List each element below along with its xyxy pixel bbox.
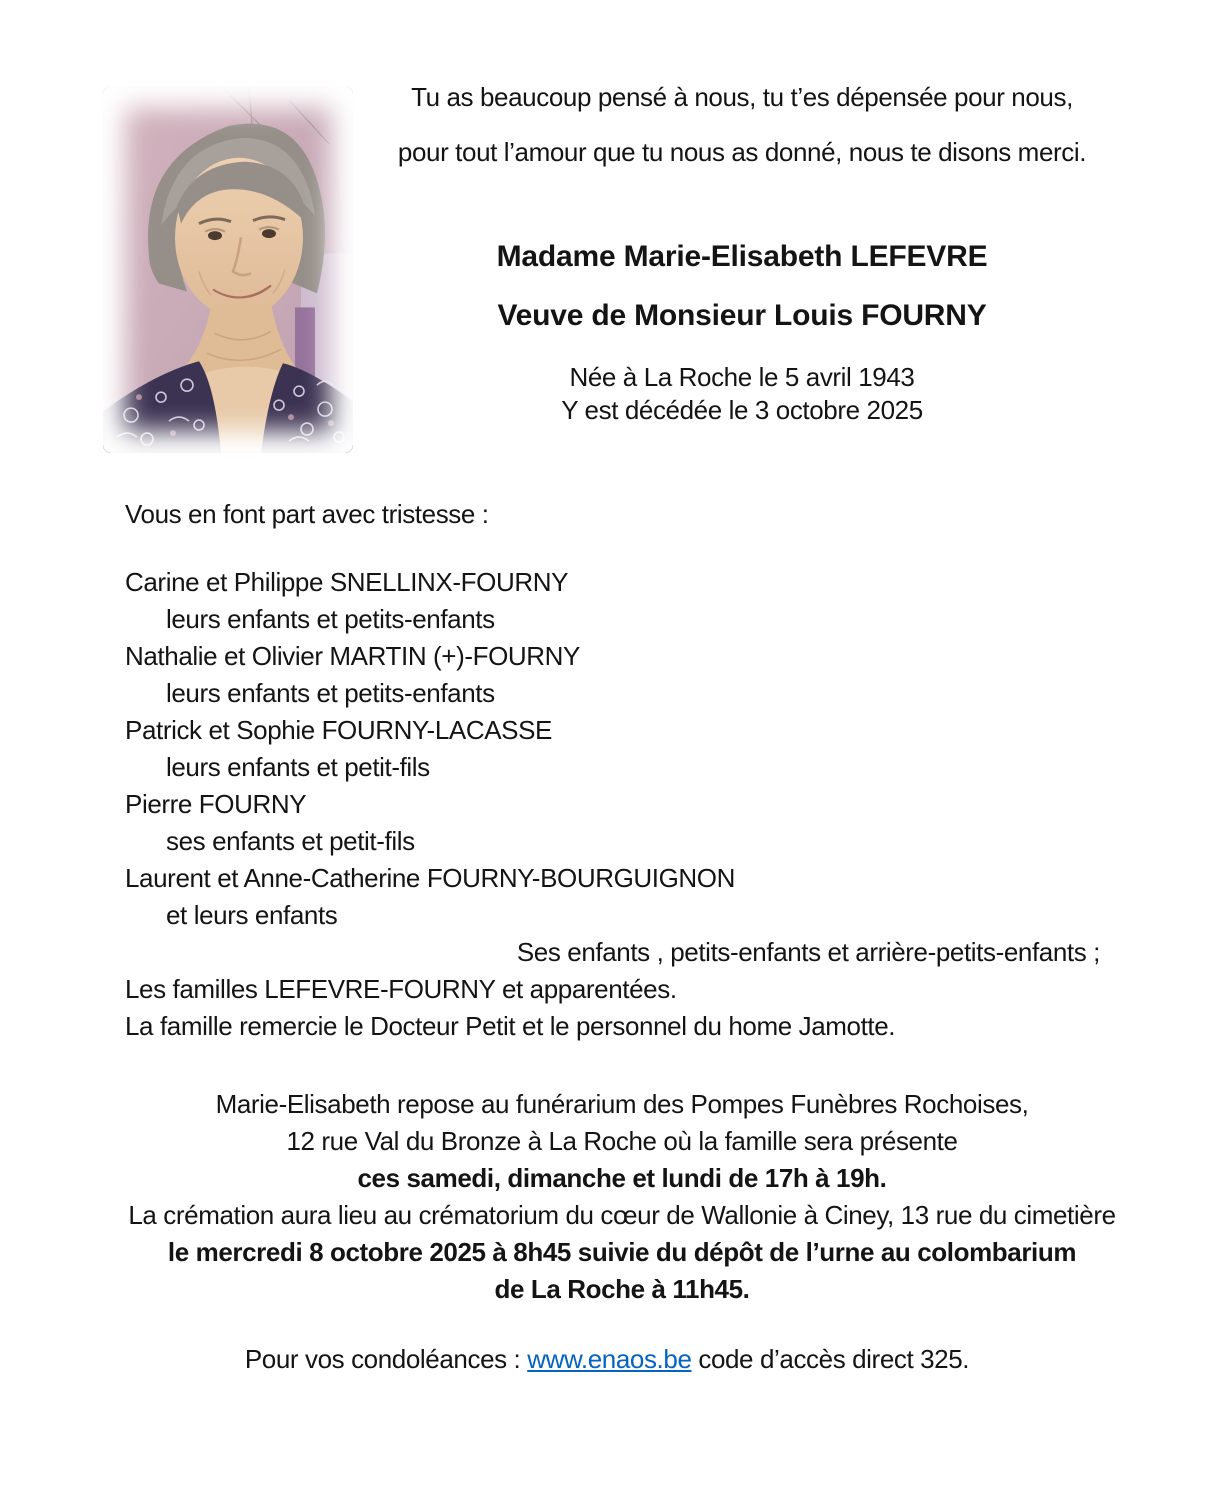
memorial-quote-line-1: Tu as beaucoup pensé à nous, tu t’es dépensée pour nous, (411, 82, 1073, 112)
condolences-prefix: Pour vos condoléances : (244, 1344, 528, 1374)
family-name-line: Carine et Philippe SNELLINX-FOURNY (125, 567, 569, 597)
memorial-quote-line-2: pour tout l’amour que tu nous as donné, nous te disons merci. (397, 137, 1087, 167)
enaos-link[interactable]: www.enaos.be (527, 1344, 692, 1374)
descendants-line: Ses enfants , petits-enfants et arrière-petits-enfants ; (516, 937, 1100, 967)
ceremony-line-cremation: La crémation aura lieu au crématorium du cœur de Wallonie à Ciney, 13 rue du cimetière (128, 1200, 1116, 1230)
family-sub-line: leurs enfants et petits-enfants (166, 604, 495, 634)
birth-line: Née à La Roche le 5 avril 1943 (569, 362, 915, 392)
ceremony-line-columbarium-time: de La Roche à 11h45. (494, 1274, 750, 1304)
thanks-line: La famille remercie le Docteur Petit et le personnel du home Jamotte. (125, 1011, 896, 1041)
death-line: Y est décédée le 3 octobre 2025 (561, 395, 923, 425)
condolences-suffix: code d’accès direct 325. (691, 1344, 970, 1374)
ceremony-line-funerarium: Marie-Elisabeth repose au funérarium des Pompes Funèbres Rochoises, (215, 1089, 1029, 1119)
family-name-line: Nathalie et Olivier MARTIN (+)-FOURNY (125, 641, 580, 671)
intro-line: Vous en font part avec tristesse : (125, 499, 489, 529)
family-sub-line: leurs enfants et petit-fils (166, 752, 430, 782)
families-line: Les familles LEFEVRE-FOURNY et apparentées. (125, 974, 677, 1004)
family-sub-line: et leurs enfants (166, 900, 338, 930)
ceremony-line-visiting-hours: ces samedi, dimanche et lundi de 17h à 19h. (357, 1163, 887, 1193)
ceremony-line-cremation-date: le mercredi 8 octobre 2025 à 8h45 suivie du dépôt de l’urne au colombarium (167, 1237, 1077, 1267)
family-sub-line: leurs enfants et petits-enfants (166, 678, 495, 708)
family-name-line: Laurent et Anne-Catherine FOURNY-BOURGUIGNON (125, 863, 736, 893)
ceremony-line-address: 12 rue Val du Bronze à La Roche où la famille sera présente (286, 1126, 958, 1156)
deceased-widow-title: Veuve de Monsieur Louis FOURNY (497, 299, 987, 332)
condolences-line (0, 1344, 1214, 1375)
family-sub-line: ses enfants et petit-fils (166, 826, 415, 856)
family-list (125, 564, 735, 934)
ceremony-details (30, 1086, 1214, 1308)
family-name-line: Pierre FOURNY (125, 789, 307, 819)
deceased-name-title: Madame Marie-Elisabeth LEFEVRE (496, 240, 988, 273)
family-name-line: Patrick et Sophie FOURNY-LACASSE (125, 715, 552, 745)
